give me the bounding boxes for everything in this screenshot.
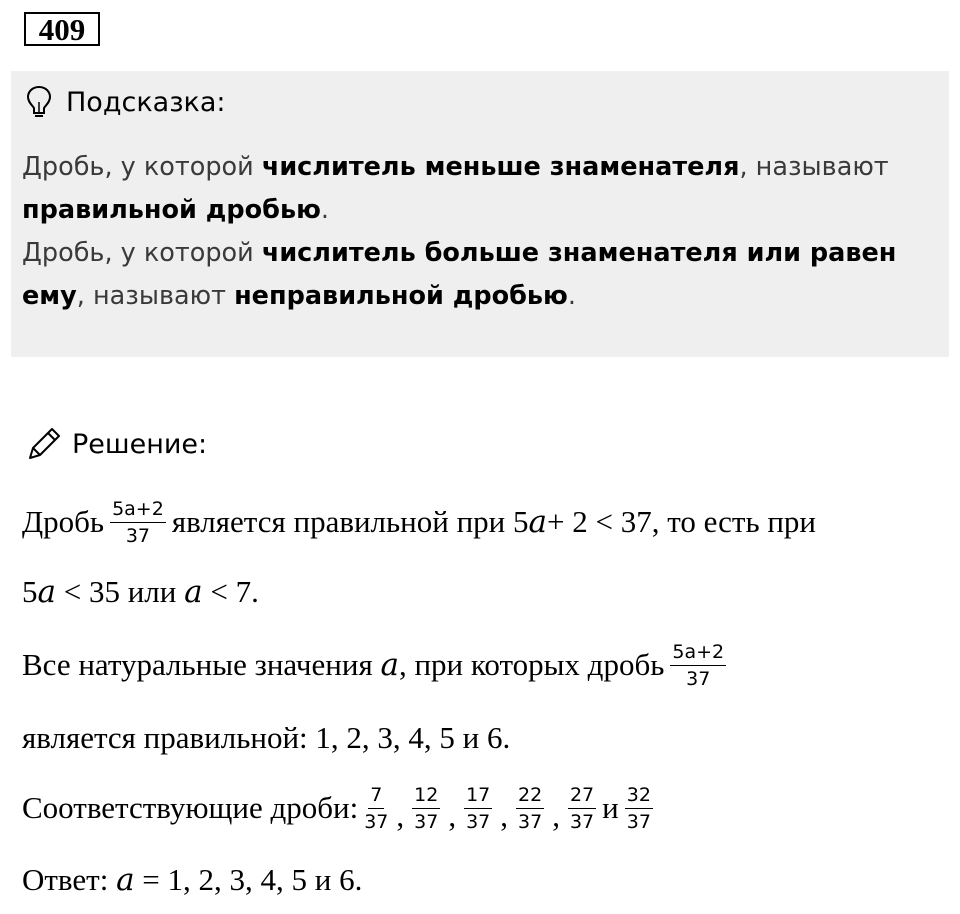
hint-p2-text-c: .	[567, 281, 576, 311]
fraction-1	[364, 784, 388, 833]
line4-text: является правильной: 1, 2, 3, 4, 5 и 6.	[22, 720, 511, 755]
fraction-numerator: 7	[368, 784, 384, 809]
line2-text-b: < 35 или	[55, 574, 185, 609]
fraction-numerator: 17	[464, 784, 492, 809]
fraction-denominator: 37	[125, 524, 151, 547]
line2-text-a: 5	[22, 574, 38, 609]
hint-p1-bold-b: правильной дробью	[22, 195, 321, 225]
fraction-denominator: 37	[569, 810, 595, 833]
lightbulb-icon	[24, 84, 54, 120]
hint-p1-text-c: .	[320, 195, 329, 225]
fraction-denominator: 37	[518, 810, 543, 833]
fraction-3	[464, 784, 492, 833]
hint-p2-bold-a: числитель больше знаменателя или равен ему	[22, 238, 897, 311]
line2-text-c: < 7.	[202, 574, 259, 609]
hint-p2-text-a: Дробь, у которой	[22, 238, 262, 268]
fraction-5	[568, 784, 596, 833]
hint-p2-text-b: , называют	[76, 281, 235, 311]
solution-line-1	[22, 492, 816, 552]
fraction-numerator: 12	[412, 784, 440, 809]
fraction-2	[412, 784, 440, 833]
hint-text	[22, 146, 942, 318]
solution-line-5	[22, 778, 659, 838]
answer-text: = 1, 2, 3, 4, 5 и 6.	[134, 862, 363, 897]
comma: ,	[448, 798, 457, 833]
comma: ,	[552, 798, 560, 833]
variable-a: a	[116, 862, 135, 898]
solution-title: Решение:	[72, 428, 208, 460]
fraction-numerator: 27	[568, 784, 596, 809]
pencil-icon	[24, 424, 64, 464]
hint-p1-text-b: , называют	[739, 152, 889, 182]
problem-number: 409	[24, 12, 100, 46]
hint-paragraph-2	[22, 232, 942, 318]
hint-paragraph-1	[22, 146, 942, 232]
fraction	[110, 498, 166, 547]
line1-text-a: Дробь	[22, 504, 105, 539]
fraction-numerator: 32	[625, 784, 653, 809]
variable-a: a	[528, 504, 548, 540]
variable-a: a	[184, 574, 203, 610]
fraction-4	[516, 784, 544, 833]
fraction-denominator: 37	[364, 810, 389, 833]
fraction-denominator: 37	[414, 810, 439, 833]
answer-line	[22, 850, 362, 910]
fraction-denominator: 37	[466, 810, 491, 833]
solution-header	[24, 424, 207, 464]
fraction-denominator: 37	[626, 810, 651, 833]
hint-header	[24, 82, 226, 122]
solution-line-4	[22, 708, 510, 768]
fraction	[670, 641, 726, 690]
line1-text-c: + 2 < 37, то есть при	[547, 504, 817, 539]
comma: ,	[500, 798, 509, 833]
hint-p2-bold-b: неправильной дробью	[234, 281, 568, 311]
fraction-numerator: 22	[516, 784, 544, 809]
solution-line-3	[22, 635, 732, 695]
comma: ,	[396, 798, 405, 833]
variable-a: a	[380, 647, 399, 683]
solution-line-2	[22, 562, 259, 622]
line5-text-a: Соответствующие дроби:	[22, 790, 359, 825]
and-word: и	[602, 790, 619, 825]
hint-title: Подсказка:	[66, 86, 226, 118]
line1-text-b: является правильной при 5	[171, 504, 529, 539]
hint-p1-text-a: Дробь, у которой	[22, 152, 262, 182]
fraction-numerator: 5a+2	[670, 641, 726, 666]
line3-text-a: Все натуральные значения	[22, 647, 381, 682]
fraction-numerator: 5a+2	[110, 498, 166, 523]
fraction-6	[625, 784, 653, 833]
answer-label: Ответ:	[22, 862, 117, 897]
fraction-denominator: 37	[686, 667, 711, 690]
line3-text-b: , при которых дробь	[398, 647, 665, 682]
variable-a: a	[37, 574, 56, 610]
hint-p1-bold-a: числитель меньше знаменателя	[261, 152, 740, 182]
